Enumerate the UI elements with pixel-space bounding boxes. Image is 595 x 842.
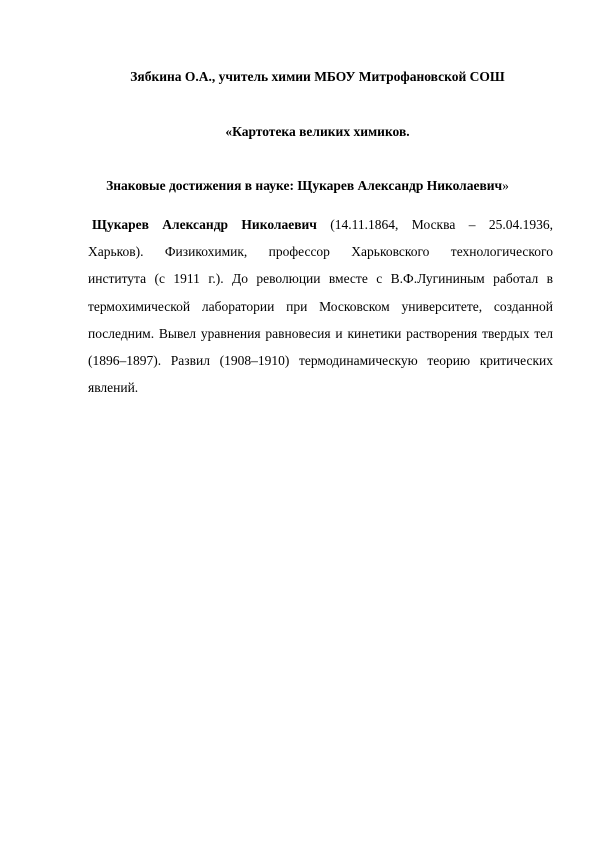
paragraph-line-4: термохимической лаборатории при Московском университете, созданной	[88, 298, 553, 314]
paragraph-line-3: института (с 1911 г.). До революции вместе с В.Ф.Лугининым работал в	[88, 271, 553, 287]
biography-paragraph	[88, 211, 553, 401]
subtitle	[10, 178, 595, 194]
paragraph-line-2: Харьков). Физикохимик, профессор Харьковского технологического	[88, 244, 553, 260]
subtitle-close-quote: »	[502, 178, 509, 193]
author-line: Зябкина О.А., учитель химии МБОУ Митрофановской СОШ	[130, 69, 505, 84]
subtitle-text: Знаковые достижения в науке: Щукарев Александр Николаевич	[106, 178, 503, 193]
card-title: «Картотека великих химиков.	[225, 124, 410, 139]
scientist-name: Щукарев Александр Николаевич	[92, 217, 317, 232]
paragraph-line-7: явлений.	[88, 380, 139, 396]
paragraph-line-6: (1896–1897). Развил (1908–1910) термодинамическую теорию критических	[88, 353, 553, 369]
birth-death-info: (14.11.1864, Москва – 25.04.1936,	[316, 217, 553, 232]
paragraph-line-1	[88, 211, 553, 238]
paragraph-line-5: последним. Вывел уравнения равновесия и кинетики растворения твердых тел	[88, 325, 553, 341]
